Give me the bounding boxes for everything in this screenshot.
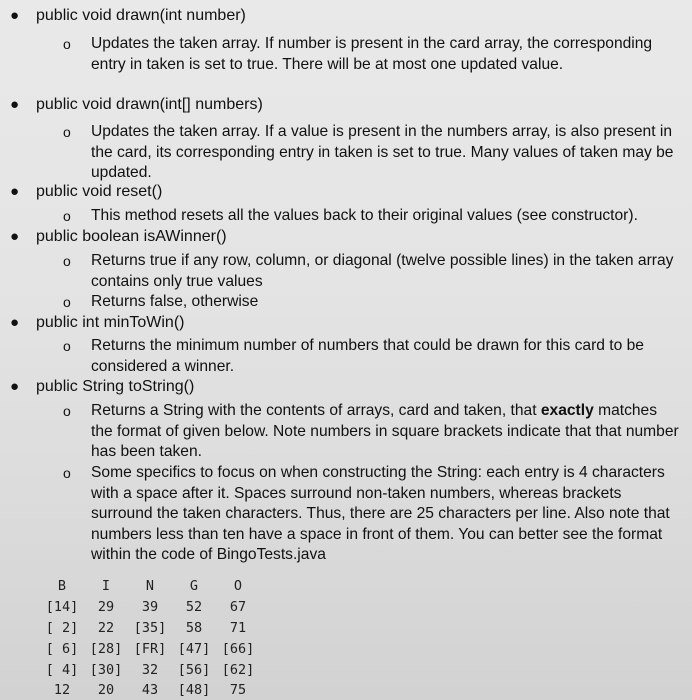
method-detail-text: Returns the minimum number of numbers that could be drawn for this card to be considered a winner.	[91, 337, 644, 375]
method-detail-text: Updates the taken array. If number is present in the card array, the corresponding entry in taken is set to true. There will be at most one updated value.	[91, 35, 653, 73]
hollow-bullet-icon: o	[63, 36, 71, 52]
bullet-icon: ●	[10, 96, 20, 113]
emphasis-text: exactly	[540, 402, 594, 419]
bullet-icon: ●	[10, 183, 20, 200]
method-detail-text: Some specifics to focus on when constructing the String: each entry is 4 characters with a space after it. Spaces surround non-taken numbers, whereas brackets surround the taken characters. Thus, there are 25 characters per line. Also note that numbers less than ten have a space in front of them. You can better see the format within the code of BingoTests.java	[91, 464, 670, 563]
bingo-cell: 75	[229, 682, 247, 698]
method-signature: public int minToWin()	[36, 314, 185, 331]
bullet-icon: ●	[10, 228, 20, 245]
bingo-cell: 71	[229, 620, 247, 636]
bingo-header-cell: B	[57, 578, 67, 594]
bingo-cell: [30]	[89, 662, 123, 678]
bingo-cell: 32	[141, 662, 159, 678]
bingo-cell: 12	[53, 682, 71, 698]
bingo-cell: [ 6]	[45, 641, 79, 657]
method-signature: public boolean isAWinner()	[36, 228, 227, 245]
bingo-cell: [48]	[177, 682, 211, 698]
bullet-icon: ●	[10, 378, 20, 395]
method-detail-text: Updates the taken array. If a value is present in the numbers array, is also present in the card, its corresponding entry in taken is set to true. Many values of taken may be updated.	[91, 123, 674, 181]
detail-text-part: matches the format of given below. Note numbers in square brackets indicate that that number has been taken.	[91, 402, 679, 460]
bingo-header-cell: N	[145, 578, 155, 594]
method-signature: public void reset()	[36, 183, 163, 200]
hollow-bullet-icon: o	[63, 403, 71, 419]
hollow-bullet-icon: o	[63, 465, 71, 481]
hollow-bullet-icon: o	[63, 208, 71, 224]
bingo-cell: 39	[141, 599, 159, 615]
bingo-cell: [56]	[177, 662, 211, 678]
detail-text-part: Returns a String with the contents of arrays, card and taken, that	[91, 402, 541, 419]
bingo-cell: [ 4]	[45, 662, 79, 678]
bingo-cell: [47]	[177, 641, 211, 657]
method-signature: public void drawn(int number)	[36, 7, 246, 24]
hollow-bullet-icon: o	[63, 294, 71, 310]
bingo-cell: [62]	[221, 662, 255, 678]
bingo-cell: 52	[185, 599, 203, 615]
method-signature: public void drawn(int[] numbers)	[36, 96, 263, 113]
hollow-bullet-icon: o	[63, 124, 71, 140]
bingo-cell: [FR]	[133, 641, 167, 657]
bullet-icon: ●	[10, 314, 20, 331]
method-detail-text: Returns false, otherwise	[91, 293, 259, 310]
bingo-cell: 43	[141, 682, 159, 698]
bingo-cell: 29	[97, 599, 115, 615]
bingo-cell: 58	[185, 620, 203, 636]
bingo-cell: 67	[229, 599, 247, 615]
bullet-icon: ●	[10, 7, 20, 24]
method-detail-text	[91, 401, 681, 463]
bingo-header-cell: I	[101, 578, 111, 594]
bingo-header-cell: G	[189, 578, 199, 594]
hollow-bullet-icon: o	[63, 338, 71, 354]
method-detail-text: Returns true if any row, column, or diagonal (twelve possible lines) in the taken array contains only true values	[91, 252, 674, 290]
bingo-header-cell: O	[233, 578, 243, 594]
bingo-cell: [ 2]	[45, 620, 79, 636]
method-signature: public String toString()	[36, 378, 195, 395]
bingo-cell: [28]	[89, 641, 123, 657]
bingo-cell: [66]	[221, 641, 255, 657]
bingo-cell: [14]	[45, 599, 79, 615]
bingo-cell: 22	[97, 620, 115, 636]
bingo-cell: [35]	[133, 620, 167, 636]
method-detail-text: This method resets all the values back to their original values (see constructor).	[91, 207, 638, 224]
bingo-cell: 20	[97, 682, 115, 698]
hollow-bullet-icon: o	[63, 253, 71, 269]
